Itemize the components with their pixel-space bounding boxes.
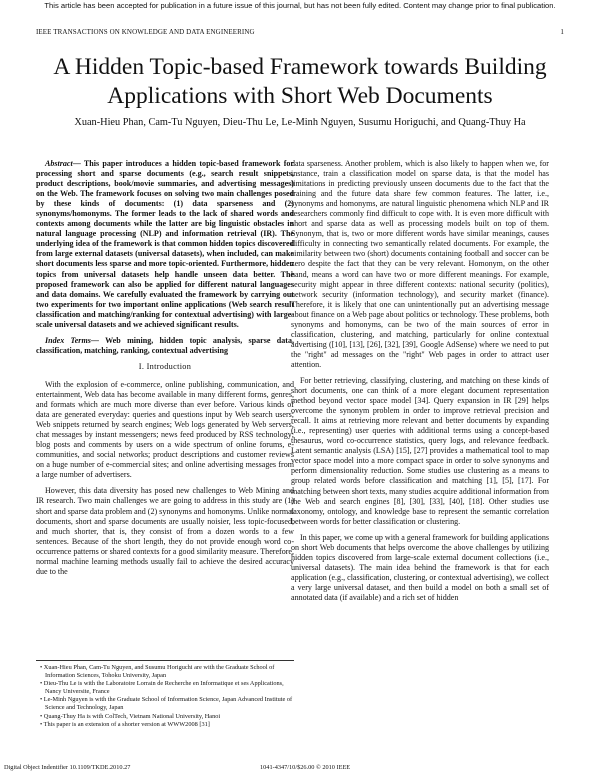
- paragraph: With the explosion of e-commerce, online publishing, communication, and entertainment, Web data has become available in many different forms, genres, and formats which are much more diverse than ever before. Various kinds of data are generated everyday: queries and questions input by Web search users; Web snippets returned by search engines; Web logs generated by Web servers; chat messages by instant messengers; news feed produced by RSS technology; blog posts and comments by users on a wide spectrum of online forums, e-communities, and social networks; product descriptions and customer reviews on a huge number of e-commercial sites; and online advertising messages from a large number of advertisers.: [36, 379, 294, 480]
- footnote: • Xuan-Hieu Phan, Cam-Tu Nguyen, and Susumu Horiguchi are with the Graduate School of Information Sciences, Tohoku University, Japan: [40, 664, 275, 680]
- title-line-2: Applications with Short Web Documents: [107, 83, 493, 109]
- title-line-1: A Hidden Topic-based Framework towards Building: [53, 54, 547, 80]
- footnote: • Le-Minh Nguyen is with the Graduate School of Information Science, Japan Advanced Institute of Science and Technology, Japan: [40, 696, 293, 712]
- left-column: [36, 159, 294, 583]
- abstract-label: Abstract: [45, 159, 73, 168]
- paragraph: data sparseness. Another problem, which is also likely to happen when we, for instance, train a classification model on sparse data, is that the model has limitations in predicting previously unseen documents due to the fact that the training and the future data share few common features. The latter, i.e., synonyms and homonyms, are natural linguistic phenomena which NLP and IR researchers commonly find difficult to cope with. It is even more difficult with short and sparse data as well as processing models built on top of them. Synonym, that is, two or more different words have similar meanings, causes difficulty in connecting two semantically related documents. For example, the similarity between two (short) documents containing football and soccer can be zero despite the fact that they can be very relevant. Homonym, on the other hand, means a word can have two or more different meanings. For example, security might appear in three different contexts: national security (politics), network security (information technology), and security market (finance). Therefore, it is likely that one can unintentionally put an advertising message about finance on a Web page about politics or technology. These problems, both synonyms and homonyms, can be two of the main sources of error in classification, clustering, and matching, particularly for online contextual advertising ([10], [13], [26], [32], [39], Google AdSense) where we need to put the "right" ad messages on the "right" Web pages in order to attract user attention.: [291, 159, 549, 369]
- publication-notice: This article has been accepted for publication in a future issue of this journal, but has not been fully edited. Content may change prior to final publication.: [44, 1, 556, 10]
- index-terms: [36, 336, 294, 356]
- index-terms-text: — Web mining, hidden topic analysis, sparse data, classification, matching, ranking, contextual advertising: [36, 335, 294, 355]
- index-terms-label: Index Terms: [45, 335, 91, 345]
- doi-footer: Digital Object Indentifier 10.1109/TKDE.2010.27: [4, 764, 131, 771]
- paper-title: [20, 53, 580, 111]
- footnote: • Quang-Thuy Ha is with ColTech, Vietnam National University, Hanoi: [40, 712, 221, 720]
- abstract: [36, 159, 294, 330]
- running-header: [36, 28, 564, 36]
- footnote: • Dieu-Thu Le is with the Laboratoire Lorrain de Recherche en Informatique et ses Applications, Nancy Universite, France: [40, 680, 284, 696]
- issn-footer: 1041-4347/10/$26.00 © 2010 IEEE: [260, 764, 351, 771]
- section-heading: I. Introduction: [138, 361, 192, 371]
- journal-name: IEEE TRANSACTIONS ON KNOWLEDGE AND DATA ENGINEERING: [36, 28, 255, 36]
- paragraph: However, this data diversity has posed new challenges to Web Mining and IR research. Two main challenges we are going to address in this study are (1) short and sparse data problem and (2) synonyms and homonyms. Unlike normal documents, short and sparse documents are usually noisier, less topic-focused, and much shorter, that is, they consist of from a dozen words to a few sentences. Because of the short length, they do not provide enough word co-occurrence patterns or shared contexts for a good similarity measure. Therefore, normal machine learning methods usually fail to achieve the desired accuracy due to the: [36, 486, 294, 576]
- paragraph: For better retrieving, classifying, clustering, and matching on these kinds of short documents, one can think of a more elegant document representation method beyond vector space model [34]. Query expansion in IR [29] helps overcome the synonym problem in order to improve retrieval precision and recall. It aims at retrieving more relevant and better documents by expanding (i.e., representing) user queries with additional terms using a concept-based thesaurus, word co-occurrence statistics, query logs, and relevance feedback. Latent semantic analysis (LSA) [15], [27] provides a mathematical tool to map vector space model into a more compact space in order to solve synonyms and perform dimensionality reduction. Some studies use clustering as a means to group related words before classification and matching [1], [5], [17]. For matching between short texts, many studies acquire additional information from the Web and search engines [8], [30], [33], [40], [18]. Other studies use taxonomy, ontology, and knowledge base to represent the semantic correlation between words for better classification or clustering.: [291, 375, 549, 526]
- author-list: Xuan-Hieu Phan, Cam-Tu Nguyen, Dieu-Thu Le, Le-Minh Nguyen, Susumu Horiguchi, and Quang-Thuy Ha: [74, 117, 526, 128]
- paragraph: In this paper, we come up with a general framework for building applications on short Web documents that helps overcome the above challenges by utilizing hidden topics discovered from large-scale external document collections (i.e., universal datasets). The main idea behind the framework is that for each application (e.g., classification, clustering, or contextual advertising), we collect a very large universal dataset, and then build a model on both a small set of annotated data (if available) and a rich set of hidden: [291, 532, 549, 602]
- footnote: • This paper is an extension of a shorter version at WWW2008 [31]: [40, 720, 210, 728]
- abstract-text: — This paper introduces a hidden topic-based framework for processing short and sparse documents (e.g., search result snippets, product descriptions, book/movie summaries, and advertising messages) on the Web. The framework focuses on solving two main challenges posed by these kinds of documents: (1) data sparseness and (2) synonyms/homonyms. The former leads to the lack of shared words and contexts among documents while the latter are big linguistic obstacles in natural language processing (NLP) and information retrieval (IR). The underlying idea of the framework is that common hidden topics discovered from large external datasets (universal datasets), when included, can make short documents less sparse and more topic-oriented. Furthermore, hidden topics from universal datasets help handle unseen data better. The proposed framework can also be applied for different natural languages and data domains. We carefully evaluated the framework by carrying out two experiments for two important online applications (Web search result classification and matching/ranking for contextual advertising) with large-scale universal datasets and we achieved significant results.: [36, 159, 294, 329]
- page-number: 1: [560, 28, 564, 36]
- right-column: [291, 159, 549, 609]
- affiliation-footnotes: [36, 660, 294, 729]
